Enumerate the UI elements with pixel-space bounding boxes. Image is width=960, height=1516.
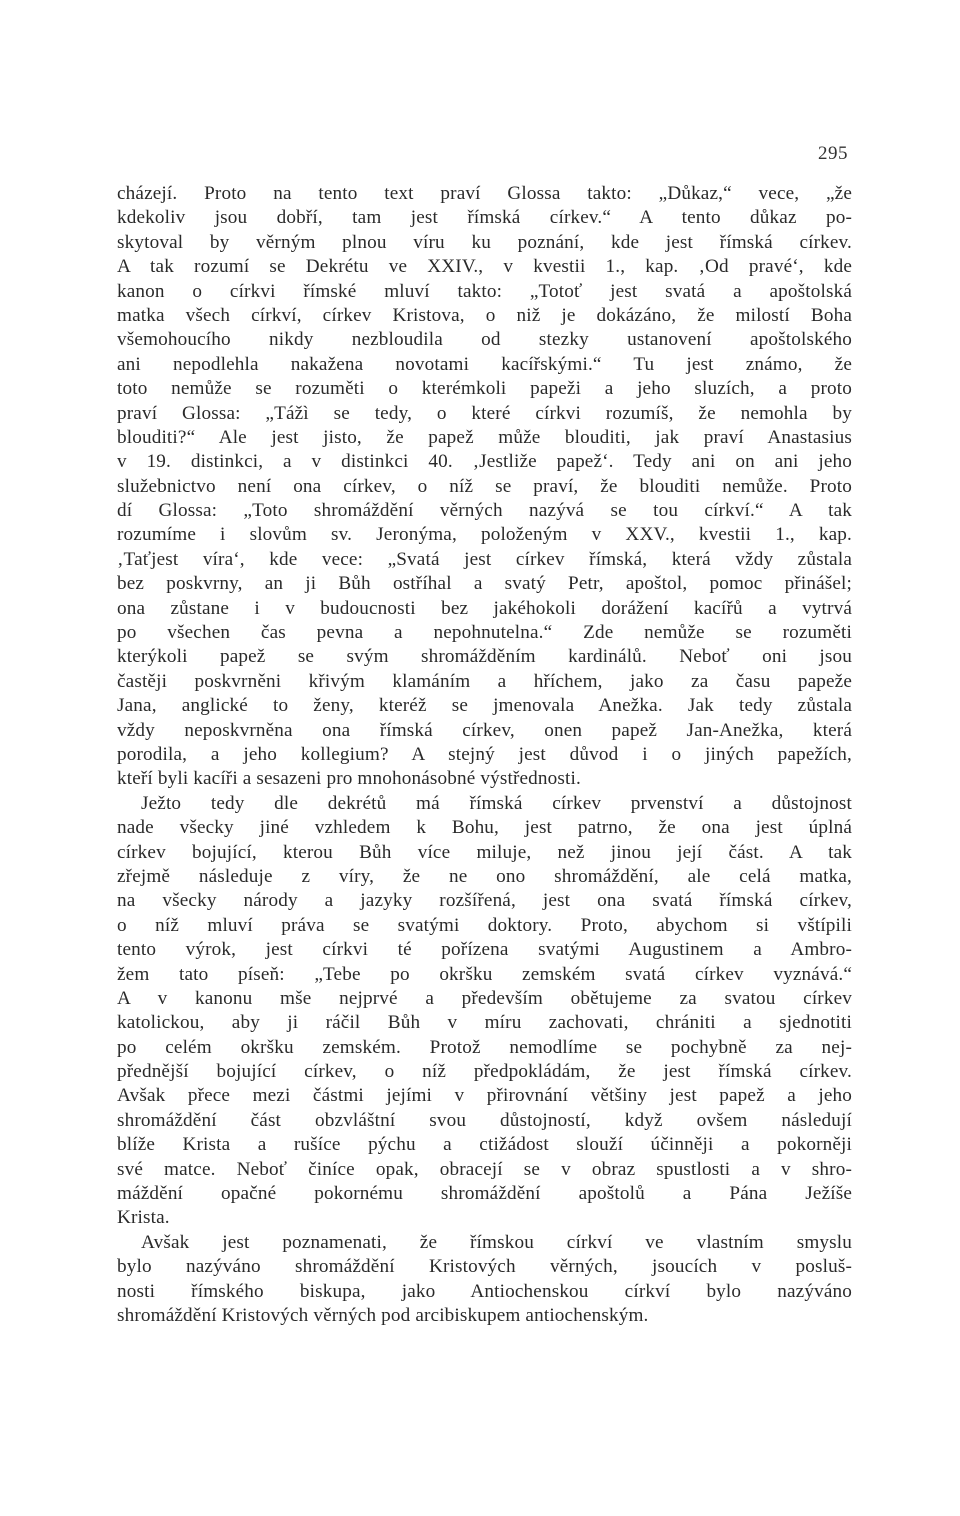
text-line: po celém okršku zemském. Protož nemodlíme se pochybně za nej- (117, 1036, 852, 1058)
text-line: dí Glossa: „Toto shromáždění věrných nazývá se tou církví.“ A tak (117, 500, 852, 522)
text-line: blouditi?“ Ale jest jisto, že papež může blouditi, jak praví Anastasius (117, 426, 852, 448)
text-line: shromáždění část obzvláštní svou důstojností, když ovšem následují (117, 1109, 852, 1131)
text-line: toto nemůže se rozuměti o kterémkoli papeži a jeho sluzích, a proto (117, 378, 852, 400)
text-line: Jana, anglické to ženy, kteréž se jmenovala Anežka. Jak tedy zůstala (117, 695, 852, 717)
text-line: nosti římského biskupa, jako Antiochenskou církví bylo nazýváno (117, 1280, 852, 1302)
text-line: ani nepodlehla nakažena novotami kacířskými.“ Tu jest známo, že (117, 353, 852, 375)
text-line: porodila, a jeho kollegium? A stejný jest důvod i o jiných papežích, (117, 743, 852, 765)
paragraph-3 (117, 1231, 852, 1329)
text-line: vždy neposkvrněna ona římská církev, onen papež Jan-Anežka, která (117, 719, 852, 741)
text-line: A v kanonu mše nejprvé a především obětujeme za svatou církev (117, 987, 852, 1009)
text-line: shromáždění Kristových věrných pod arcibiskupem antiochenským. (117, 1304, 649, 1326)
text-line: o níž mluví práva se svatými doktory. Proto, abychom si vštípili (117, 914, 852, 936)
text-line: Avšak přece mezi částmi jejími v přirovnání většiny jest papež a jeho (117, 1085, 852, 1107)
text-line: tento výrok, jest církvi té pořízena svatými Augustinem a Ambro- (117, 939, 852, 961)
text-line: A tak rozumí se Dekrétu ve XXIV., v kvestii 1., kap. ‚Od pravé‘, kde (117, 256, 852, 278)
text-line: všemohoucího nikdy nezbloudila od stezky ustanovení apoštolského (117, 329, 852, 351)
text-line: žem tato píseň: „Tebe po okršku zemském svatá církev vyznává.“ (117, 963, 852, 985)
text-line: skytoval by věrným plnou víru ku poznání, kde jest římská církev. (117, 231, 852, 253)
text-line: církev bojující, kterou Bůh více miluje, než jinou její část. A tak (117, 841, 852, 863)
text-line: na všecky národy a jazyky rozšířená, jest ona svatá římská církev, (117, 890, 852, 912)
text-line: zřejmě následuje z víry, že ne ono shromáždění, ale celá matka, (117, 865, 852, 887)
body-text (117, 182, 852, 1328)
text-line: své matce. Neboť činíce opak, obracejí se v obraz spustlosti a v shro- (117, 1158, 852, 1180)
text-line: katolickou, aby ji ráčil Bůh v míru zachovati, chrániti a sjednotiti (117, 1012, 852, 1034)
text-line: kanon o církvi římské mluví takto: „Totoť jest svatá a apoštolská (117, 280, 852, 302)
text-line: Krista. (117, 1207, 170, 1229)
text-line: blíže Krista a rušíce pýchu a ctižádost slouží účinněji a pokorněji (117, 1134, 852, 1156)
text-line: služebnictvo není ona církev, o níž se praví, že blouditi nemůže. Proto (117, 475, 852, 497)
text-line: po všechen čas pevna a nepohnutelna.“ Zde nemůže se rozuměti (117, 622, 852, 644)
text-line: praví Glossa: „Tážì se tedy, o které církvi rozumíš, že nemohla by (117, 402, 852, 424)
paragraph-2 (117, 792, 852, 1231)
page-number: 295 (818, 143, 848, 164)
text-line: kterýkoli papež se svým shromážděním kardinálů. Neboť oni jsou (117, 646, 852, 668)
text-line: matka všech církví, církev Kristova, o niž je dokázáno, že milostí Boha (117, 304, 852, 326)
text-line: rozumíme i slovům sv. Jeronýma, položeným v XXV., kvestii 1., kap. (117, 524, 852, 546)
text-line: máždění opačné pokornému shromáždění apoštolů a Pána Ježíše (117, 1183, 852, 1205)
text-line: ‚Taťjest víra‘, kde vece: „Svatá jest církev římská, která vždy zůstala (117, 548, 852, 570)
text-line: v 19. distinkci, a v distinkci 40. ‚Jestliže papež‘. Tedy ani on ani jeho (117, 451, 852, 473)
text-line: Avšak jest poznamenati, že římskou církví ve vlastním smyslu (141, 1231, 852, 1253)
text-line: bylo nazýváno shromáždění Kristových věrných, jsoucích v posluš- (117, 1256, 852, 1278)
paragraph-1 (117, 182, 852, 792)
text-line: ona zůstane i v budoucnosti bez jakéhokoli dorážení kacířů a vytrvá (117, 597, 852, 619)
text-line: přednější bojující církev, o níž předpokládám, že jest římská církev. (117, 1061, 852, 1083)
text-line: kteří byli kacíři a sesazeni pro mnohonásobné výstřednosti. (117, 768, 581, 790)
text-line: Ježto tedy dle dekrétů má římská církev prvenství a důstojnost (141, 792, 852, 814)
text-line: bez poskvrny, an ji Bůh ostříhal a svatý Petr, apoštol, pomoc přinášel; (117, 573, 852, 595)
text-line: cházejí. Proto na tento text praví Glossa takto: „Důkaz,“ vece, „že (117, 183, 852, 204)
text-line: častěji poskvrněni křivým klamáním a hříchem, jako za času papeže (117, 670, 852, 692)
text-line: kdekoliv jsou dobří, tam jest římská církev.“ A tento důkaz po- (117, 207, 852, 229)
text-line: nade všecky jiné vzhledem k Bohu, jest patrno, že ona jest úplná (117, 817, 852, 839)
